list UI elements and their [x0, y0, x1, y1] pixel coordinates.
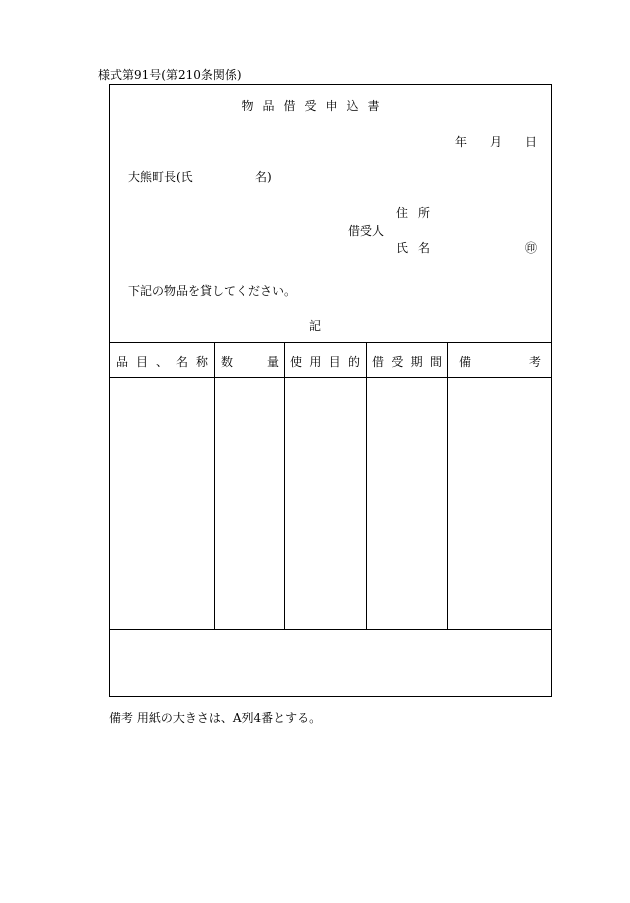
header-quantity: [221, 353, 279, 370]
addressee-suffix: 名): [255, 170, 272, 184]
header-char: 用: [309, 355, 322, 369]
table-bottom-border: [109, 629, 552, 630]
address-label: 住所: [396, 206, 441, 220]
form-number: 様式第91号(第210条関係): [98, 68, 242, 82]
header-char: 期: [410, 355, 423, 369]
header-char: 間: [429, 355, 442, 369]
header-char: 目: [135, 355, 148, 369]
header-bottom-border: [109, 377, 552, 378]
header-char: 量: [266, 355, 279, 369]
table-top-border: [109, 342, 552, 343]
header-char: 、: [155, 355, 168, 369]
header-period: [372, 353, 442, 370]
header-char: 備: [459, 355, 472, 369]
date-day-label: 日: [525, 135, 538, 149]
footnote: 備考 用紙の大きさは、A列4番とする。: [109, 711, 322, 725]
header-char: 的: [347, 355, 360, 369]
date-year-label: 年: [455, 135, 468, 149]
header-purpose: [290, 353, 360, 370]
header-char: 考: [528, 355, 541, 369]
header-item-name: [116, 353, 208, 370]
header-char: 借: [372, 355, 385, 369]
header-char: 受: [391, 355, 404, 369]
column-divider: [366, 342, 367, 629]
ki-heading: 記: [308, 319, 321, 333]
date-month-label: 月: [490, 135, 503, 149]
header-char: 名: [175, 355, 188, 369]
header-char: 目: [328, 355, 341, 369]
seal-mark: ㊞: [525, 241, 538, 255]
header-char: 数: [221, 355, 234, 369]
form-title: 物品借受申込書: [241, 99, 389, 113]
column-divider: [284, 342, 285, 629]
header-remarks: [459, 353, 541, 370]
column-divider: [214, 342, 215, 629]
name-label: 氏名: [396, 241, 441, 255]
addressee-prefix: 大熊町長(氏: [128, 170, 193, 184]
borrower-label: 借受人: [348, 224, 385, 238]
header-char: 品: [116, 355, 129, 369]
header-char: 称: [195, 355, 208, 369]
request-text: 下記の物品を貸してください。: [128, 284, 297, 298]
column-divider: [447, 342, 448, 629]
header-char: 使: [290, 355, 303, 369]
